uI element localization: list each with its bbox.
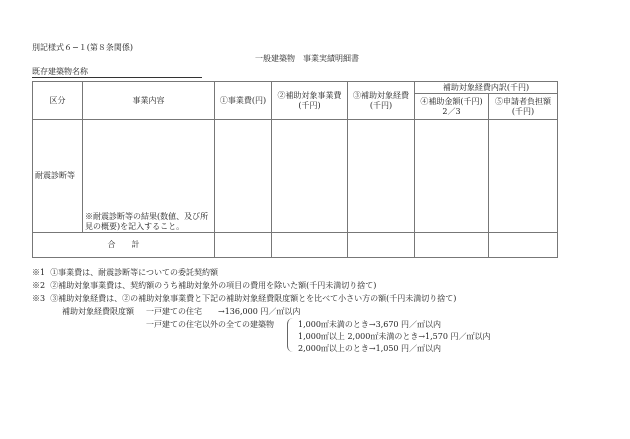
- content-cell[interactable]: [83, 120, 215, 233]
- header-project-cost: ①事業費(円): [215, 82, 272, 120]
- total-label: 合 計: [33, 233, 215, 258]
- note-1: [32, 268, 218, 278]
- total-c3[interactable]: [348, 233, 415, 258]
- note-text: ①事業費は、耐震診断等についての委託契約額: [50, 268, 219, 277]
- cell-c2[interactable]: [272, 120, 348, 233]
- cell-c1[interactable]: [215, 120, 272, 233]
- limit-tier-3: 2,000㎡以上のとき→1,050 円／㎡以内: [298, 344, 442, 353]
- header-eligible-project-cost: ②補助対象事業費(千円): [272, 82, 348, 120]
- total-c2[interactable]: [272, 233, 348, 258]
- limit-tier-2: 1,000㎡以上 2,000㎡未満のとき→1,570 円／㎡以内: [298, 332, 491, 341]
- limit-label: 補助対象経費限度額: [62, 307, 134, 316]
- header-content: 事業内容: [83, 82, 215, 120]
- header-breakdown: 補助対象経費内訳(千円): [415, 82, 558, 94]
- note-3: [32, 294, 456, 304]
- note-text: ②補助対象事業費は、契約額のうち補助対象外の項目の費用を除いた額(千円未満切り捨て): [50, 281, 377, 290]
- cell-c3[interactable]: [348, 120, 415, 233]
- limit-house: 一戸建ての住宅 →136,000 円／㎡以内: [146, 307, 301, 316]
- subsidy-rate: 2／3: [442, 106, 461, 116]
- results-table: [32, 81, 558, 258]
- limit-other-label: 一戸建ての住宅以外の全ての建築物: [146, 320, 274, 329]
- header-subsidy-amount: [415, 94, 489, 120]
- total-c4[interactable]: [415, 233, 489, 258]
- note-mark: ※2: [32, 281, 46, 290]
- total-c5[interactable]: [489, 233, 558, 258]
- page-title: 一般建築物 事業実績明細書: [255, 54, 359, 63]
- cell-c4[interactable]: [415, 120, 489, 233]
- note-mark: ※1: [32, 268, 46, 277]
- header-applicant-share: ⑤申請者負担額(千円): [489, 94, 558, 120]
- row-label: 耐震診断等: [33, 120, 83, 233]
- limit-tier-1: 1,000㎡未満のとき→3,670 円／㎡以内: [298, 320, 442, 329]
- header-eligible-expense: ③補助対象経費(千円): [348, 82, 415, 120]
- row-note: ※耐震診断等の結果(数値、及び所見の概要)を記入すること。: [85, 212, 209, 231]
- note-2: [32, 281, 376, 291]
- total-c1[interactable]: [215, 233, 272, 258]
- note-text: ③補助対象経費は、②の補助対象事業費と下記の補助対象経費限度額とを比べて小さい方の額(千円未満切り捨て): [50, 294, 457, 303]
- building-name-label: 既存建築物名称: [32, 67, 202, 78]
- form-id: 別記様式６−１(第８条関係): [32, 43, 133, 52]
- cell-c5[interactable]: [489, 120, 558, 233]
- brace: [287, 318, 293, 352]
- subsidy-label: ④補助金額(千円): [420, 96, 483, 106]
- header-kubun: 区分: [33, 82, 83, 120]
- note-mark: ※3: [32, 294, 46, 303]
